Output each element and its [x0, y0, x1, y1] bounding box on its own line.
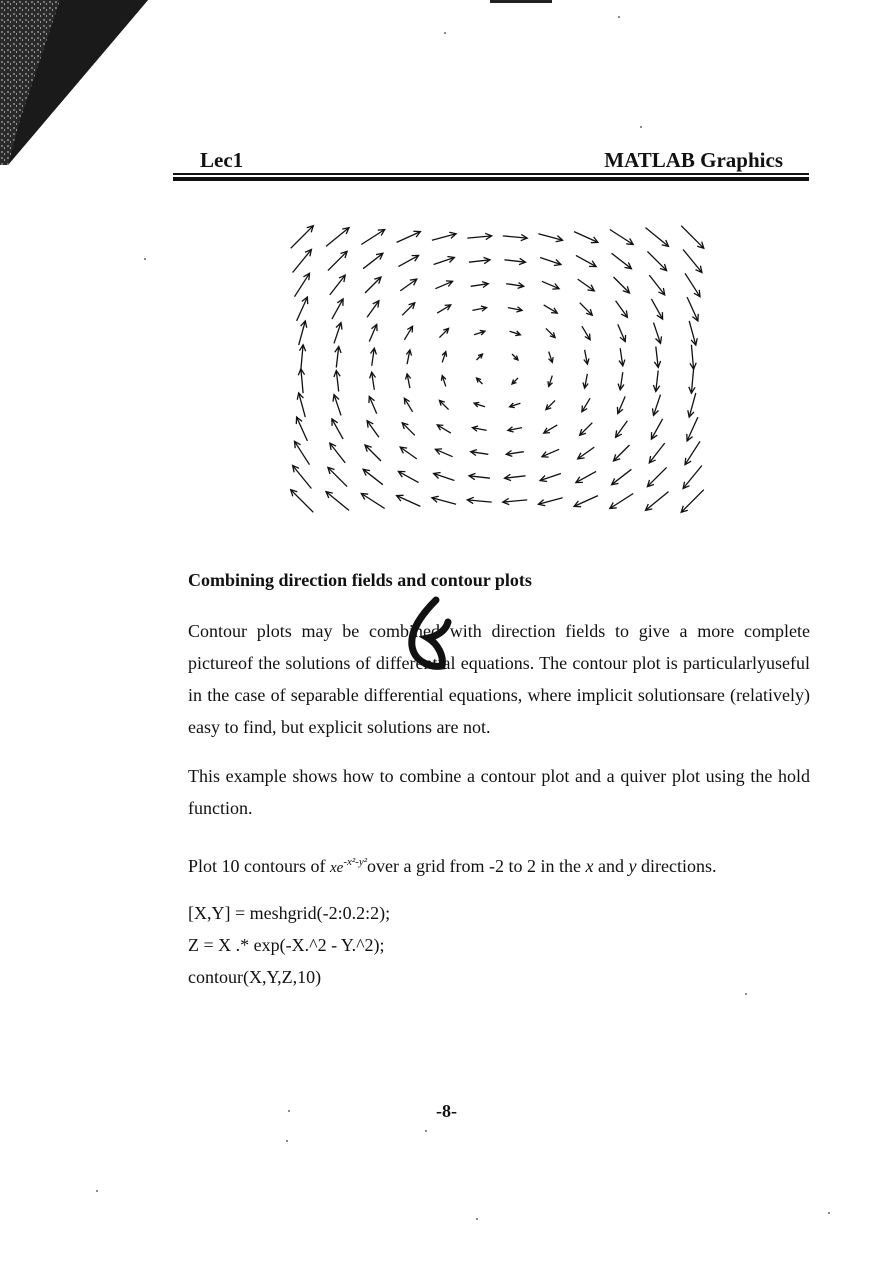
- quiver-arrow: [646, 492, 669, 511]
- quiver-arrow: [506, 451, 524, 457]
- quiver-arrow: [578, 279, 595, 291]
- quiver-arrow: [437, 305, 451, 313]
- quiver-arrow: [293, 250, 312, 273]
- quiver-arrow: [512, 378, 518, 384]
- quiver-arrow-shaft: [681, 226, 704, 249]
- quiver-arrow: [363, 469, 383, 484]
- quiver-arrow: [371, 348, 377, 366]
- handwritten-pen-mark: [398, 596, 458, 671]
- quiver-arrow: [542, 449, 559, 457]
- quiver-arrow: [291, 490, 314, 513]
- quiver-arrow: [295, 441, 310, 464]
- text-over-grid: over a grid from -2 to 2 in the: [367, 856, 586, 876]
- quiver-arrow: [614, 445, 630, 461]
- quiver-arrow-shaft: [295, 441, 310, 464]
- quiver-arrow-shaft: [291, 226, 314, 249]
- math-base: xe: [330, 860, 344, 876]
- quiver-arrow: [584, 350, 589, 364]
- quiver-arrow-shaft: [610, 494, 633, 509]
- quiver-arrow: [370, 372, 376, 390]
- quiver-arrow: [619, 348, 625, 366]
- quiver-arrow-shaft: [646, 228, 669, 247]
- quiver-arrow-shaft: [330, 443, 345, 463]
- page-number: -8-: [436, 1101, 457, 1121]
- quiver-arrow: [467, 233, 491, 239]
- quiver-arrow: [689, 321, 697, 345]
- quiver-arrow: [400, 279, 417, 291]
- quiver-arrow: [544, 305, 558, 313]
- quiver-arrow: [330, 443, 345, 463]
- quiver-arrow: [574, 232, 598, 243]
- quiver-arrow: [580, 423, 593, 436]
- quiver-arrow: [330, 275, 345, 295]
- quiver-arrow: [434, 257, 455, 265]
- quiver-arrow: [363, 253, 383, 268]
- quiver-arrow-shaft: [328, 251, 347, 270]
- quiver-arrow: [685, 441, 700, 464]
- quiver-arrow: [654, 347, 660, 368]
- quiver-arrow: [654, 323, 662, 344]
- code-block: [188, 897, 390, 993]
- scan-speck: [828, 1212, 830, 1214]
- quiver-arrow: [472, 426, 486, 431]
- quiver-arrow: [326, 492, 349, 511]
- quiver-arrow: [503, 498, 527, 504]
- quiver-arrow: [398, 255, 418, 266]
- quiver-arrow: [435, 281, 452, 289]
- quiver-arrow: [649, 443, 664, 463]
- paragraph-contour-intro: Contour plots may be combined with direction fields to give a more complete pictureof the solutions of differential equations. The contour plot is particularlyuseful in the case of separable differential equations, where implicit solutionsare (relatively) easy to find, but explicit solutions are not.: [188, 621, 810, 737]
- quiver-arrow-shaft: [685, 441, 700, 464]
- quiver-arrow: [583, 374, 588, 388]
- quiver-arrow: [512, 354, 518, 360]
- quiver-arrow-shaft: [402, 303, 415, 316]
- paragraph-plot-contours: [188, 850, 810, 884]
- quiver-arrow-shaft: [361, 230, 384, 245]
- quiver-arrow: [506, 283, 524, 289]
- quiver-arrow: [402, 423, 415, 436]
- quiver-arrow: [328, 251, 347, 270]
- text-and: and: [593, 856, 629, 876]
- quiver-arrow: [576, 471, 596, 482]
- quiver-arrow-shaft: [610, 230, 633, 245]
- quiver-arrow: [361, 230, 384, 245]
- quiver-arrow: [651, 419, 662, 439]
- quiver-arrow: [540, 474, 561, 482]
- quiver-arrow: [291, 226, 314, 249]
- quiver-arrow: [477, 354, 483, 360]
- quiver-arrow: [576, 255, 596, 266]
- quiver-arrow-shaft: [361, 494, 384, 509]
- quiver-arrow-shaft: [326, 228, 349, 247]
- quiver-arrow: [612, 469, 632, 484]
- scan-speck: [96, 1190, 98, 1192]
- quiver-arrow: [471, 450, 489, 456]
- quiver-arrow: [688, 393, 696, 417]
- quiver-arrow-shaft: [649, 443, 664, 463]
- quiver-arrow-shaft: [291, 490, 314, 513]
- quiver-arrow-shaft: [365, 277, 381, 293]
- quiver-arrow: [474, 402, 485, 407]
- quiver-arrow-shaft: [647, 251, 666, 270]
- quiver-arrow: [617, 396, 625, 413]
- quiver-arrow: [326, 228, 349, 247]
- header-title: MATLAB Graphics: [604, 148, 783, 172]
- quiver-arrow: [653, 371, 659, 392]
- quiver-arrow: [367, 301, 379, 318]
- quiver-arrow: [334, 323, 342, 344]
- quiver-arrow-shaft: [681, 490, 704, 513]
- quiver-arrow-shaft: [683, 250, 702, 273]
- quiver-arrow: [369, 324, 377, 341]
- quiver-arrow: [647, 467, 666, 486]
- quiver-arrow-shaft: [328, 467, 347, 486]
- quiver-arrow: [614, 277, 630, 293]
- text-before-math: Plot 10 contours of: [188, 856, 330, 876]
- quiver-arrow: [299, 321, 307, 345]
- section-title: Combining direction fields and contour plots: [188, 570, 532, 590]
- quiver-arrow: [441, 376, 446, 387]
- scan-speck: [286, 1140, 288, 1142]
- quiver-arrow: [683, 466, 702, 489]
- quiver-arrow: [369, 396, 377, 413]
- quiver-arrow: [435, 449, 452, 457]
- quiver-arrow: [505, 258, 526, 264]
- quiver-arrow: [538, 498, 562, 506]
- quiver-arrow: [297, 297, 308, 321]
- quiver-arrow-shaft: [365, 445, 381, 461]
- quiver-arrow-shaft: [614, 445, 630, 461]
- direction-field-figure: [280, 215, 720, 515]
- quiver-arrow: [442, 352, 447, 363]
- scan-speck: [444, 32, 446, 34]
- quiver-arrow: [398, 471, 418, 482]
- header-rule-thick: [173, 177, 809, 181]
- quiver-arrow-shaft: [649, 275, 664, 295]
- quiver-arrow: [467, 497, 491, 503]
- quiver-arrow: [335, 347, 341, 368]
- quiver-arrow: [474, 330, 485, 335]
- quiver-arrow-shaft: [580, 303, 593, 316]
- quiver-arrow: [578, 447, 595, 459]
- quiver-arrow: [361, 494, 384, 509]
- quiver-arrow: [548, 376, 553, 387]
- quiver-arrow: [469, 257, 490, 263]
- quiver-arrow: [328, 467, 347, 486]
- quiver-arrow: [400, 447, 417, 459]
- quiver-arrow: [503, 234, 527, 240]
- quiver-arrow: [297, 393, 305, 417]
- quiver-arrow: [402, 303, 415, 316]
- quiver-arrow: [510, 331, 521, 336]
- quiver-arrow: [610, 230, 633, 245]
- quiver-arrow: [299, 345, 305, 369]
- quiver-arrow-shaft: [363, 469, 383, 484]
- quiver-arrow-shaft: [647, 467, 666, 486]
- quiver-arrow: [437, 425, 451, 433]
- quiver-arrow: [397, 231, 421, 242]
- quiver-arrow: [540, 258, 561, 266]
- quiver-arrow-shaft: [612, 253, 632, 268]
- quiver-arrow: [681, 490, 704, 513]
- scan-speck: [476, 1218, 478, 1220]
- quiver-arrow: [690, 345, 696, 369]
- code-line: Z = X .* exp(-X.^2 - Y.^2);: [188, 935, 385, 955]
- quiver-arrow: [574, 496, 598, 507]
- quiver-arrow-shaft: [293, 250, 312, 273]
- quiver-arrow: [618, 324, 626, 341]
- quiver-arrow: [332, 299, 343, 319]
- quiver-arrow: [439, 328, 448, 337]
- quiver-arrow: [582, 326, 590, 340]
- math-exponent: -x²-y²: [343, 856, 368, 868]
- quiver-arrow: [610, 494, 633, 509]
- quiver-arrow: [649, 275, 664, 295]
- quiver-arrow: [367, 421, 379, 438]
- quiver-arrow: [477, 378, 483, 384]
- quiver-arrow-shaft: [293, 466, 312, 489]
- quiver-arrow: [434, 473, 455, 481]
- text-directions: directions.: [636, 856, 717, 876]
- quiver-arrow: [365, 277, 381, 293]
- quiver-arrow: [549, 352, 554, 363]
- quiver-arrow-shaft: [295, 273, 310, 296]
- quiver-arrow: [510, 403, 521, 408]
- quiver-arrow: [508, 427, 522, 432]
- quiver-arrow: [365, 445, 381, 461]
- scan-speck: [144, 258, 146, 260]
- quiver-arrow: [404, 326, 412, 340]
- math-expression: [330, 856, 368, 876]
- quiver-arrow-shaft: [580, 423, 593, 436]
- quiver-arrow: [296, 417, 307, 441]
- quiver-arrow-shaft: [330, 275, 345, 295]
- quiver-arrow: [681, 226, 704, 249]
- quiver-arrow: [582, 398, 590, 412]
- quiver-arrow: [538, 234, 562, 242]
- quiver-arrow: [616, 421, 628, 438]
- quiver-arrow: [333, 395, 341, 416]
- quiver-arrow: [432, 496, 456, 504]
- code-line: contour(X,Y,Z,10): [188, 967, 322, 987]
- quiver-arrow: [651, 299, 662, 319]
- quiver-arrow-shaft: [326, 492, 349, 511]
- quiver-arrow-shaft: [402, 423, 415, 436]
- quiver-arrow: [404, 398, 412, 412]
- quiver-arrow: [618, 372, 624, 390]
- quiver-arrow: [683, 250, 702, 273]
- quiver-arrow: [432, 232, 456, 240]
- quiver-arrow: [298, 369, 304, 393]
- math-x: x: [585, 856, 594, 876]
- paragraph-hold-example: This example shows how to combine a contour plot and a quiver plot using the hold function.: [188, 766, 810, 818]
- quiver-arrow-shaft: [614, 277, 630, 293]
- code-line: [X,Y] = meshgrid(-2:0.2:2);: [188, 903, 391, 923]
- quiver-arrow: [612, 253, 632, 268]
- quiver-arrow-shaft: [683, 466, 702, 489]
- quiver-arrow: [505, 474, 526, 480]
- math-y: y: [628, 856, 637, 876]
- quiver-arrow: [295, 273, 310, 296]
- quiver-arrow: [685, 273, 700, 296]
- quiver-arrow: [406, 350, 411, 364]
- quiver-arrow: [687, 417, 698, 441]
- quiver-arrow: [293, 466, 312, 489]
- quiver-arrow: [439, 400, 448, 409]
- quiver-arrow: [472, 306, 486, 311]
- quiver-arrow: [646, 228, 669, 247]
- quiver-arrow: [469, 473, 490, 479]
- quiver-arrow: [687, 297, 698, 321]
- quiver-arrow: [332, 419, 343, 439]
- quiver-arrow: [334, 371, 340, 392]
- header-lecture: Lec1: [200, 148, 244, 172]
- quiver-arrow: [647, 251, 666, 270]
- scan-top-mark: [490, 0, 552, 3]
- quiver-arrow-shaft: [685, 273, 700, 296]
- scan-speck: [425, 1130, 427, 1132]
- quiver-arrow: [508, 307, 522, 312]
- quiver-arrow: [406, 374, 411, 388]
- scan-speck: [288, 1110, 290, 1112]
- quiver-arrow: [546, 400, 555, 409]
- quiver-arrow: [546, 328, 555, 337]
- quiver-arrow-shaft: [363, 253, 383, 268]
- quiver-arrow: [689, 369, 695, 393]
- quiver-arrow-shaft: [612, 469, 632, 484]
- quiver-arrow: [471, 282, 489, 288]
- scan-corner-artifact: [0, 0, 150, 170]
- quiver-arrow: [542, 281, 559, 289]
- scan-speck: [640, 126, 642, 128]
- quiver-arrow: [616, 301, 628, 318]
- quiver-arrow-shaft: [646, 492, 669, 511]
- quiver-arrow: [653, 395, 661, 416]
- scan-speck: [745, 993, 747, 995]
- quiver-arrow: [397, 495, 421, 506]
- quiver-arrow: [580, 303, 593, 316]
- scan-speck: [618, 16, 620, 18]
- quiver-arrow: [544, 425, 558, 433]
- header-rule-thin: [173, 173, 809, 175]
